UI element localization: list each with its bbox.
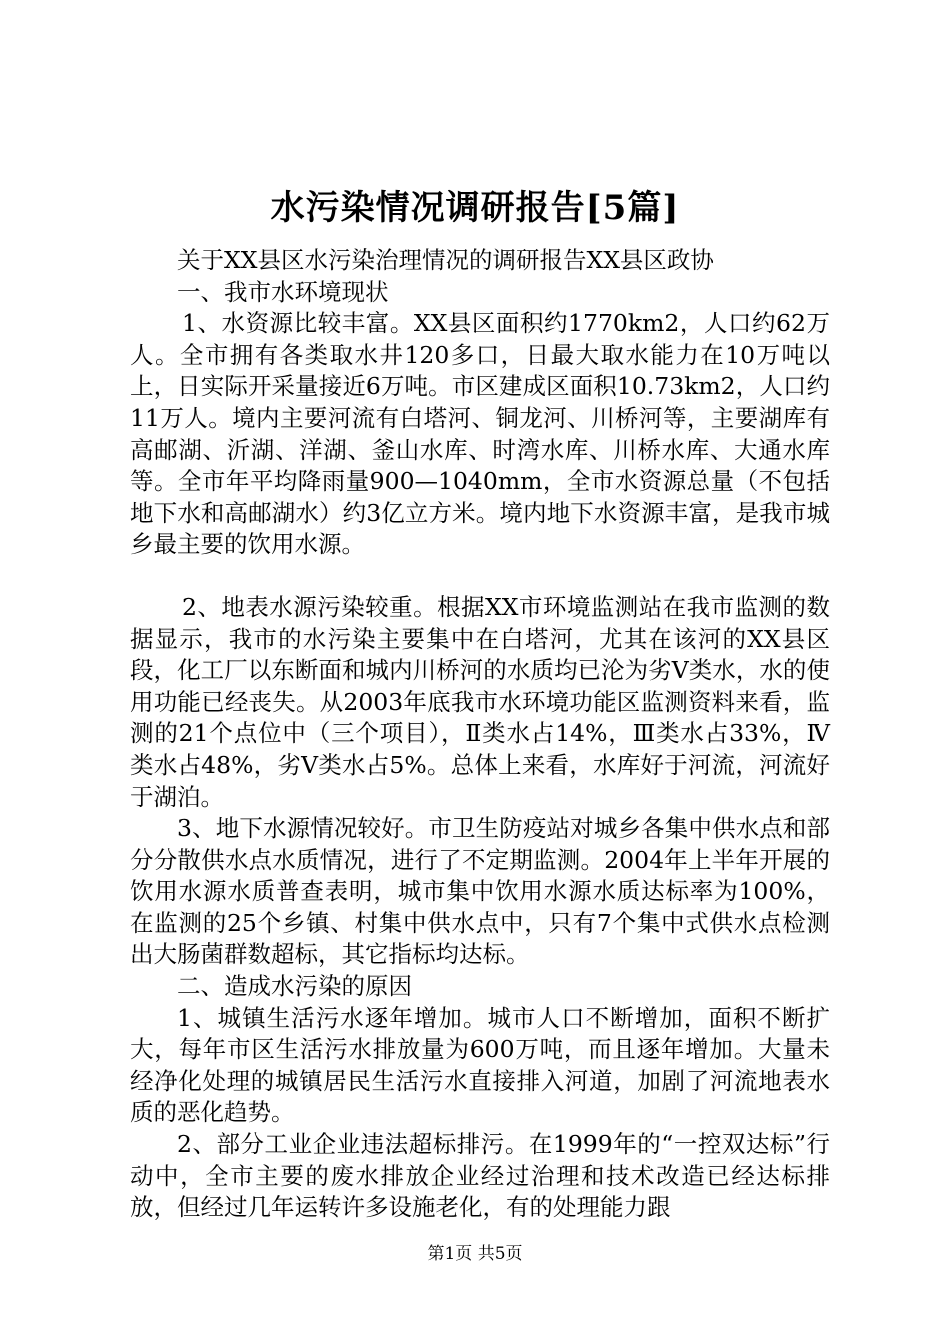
paragraph-groundwater: 3、地下水源情况较好。市卫生防疫站对城乡各集中供水点和部分分散供水点水质情况，进行了不定期监测。2004年上半年开展的饮用水源水质普查表明，城市集中饮用水源水质达标率为100%，在监测的25个乡镇、村集中供水点中，只有7个集中式供水点检测出大肠菌群数超标，其它指标均达标。 bbox=[130, 814, 830, 969]
document-title: 水污染情况调研报告[5篇] bbox=[270, 188, 680, 228]
section-heading-2: 二、造成水污染的原因 bbox=[177, 972, 412, 1001]
paragraph-subtitle: 关于XX县区水污染治理情况的调研报告XX县区政协 bbox=[177, 246, 714, 274]
paragraph-surface-pollution: 2、地表水源污染较重。根据XX市环境监测站在我市监测的数据显示，我市的水污染主要集中在白塔河，尤其在该河的XX县区段，化工厂以东断面和城内川桥河的水质均已沦为劣Ⅴ类水，水的使用功能已经丧失。从2003年底我市水环境功能区监测资料来看，监测的21个点位中（三个项目），Ⅱ类水占14%，Ⅲ类水占33%，Ⅳ类水占48%，劣Ⅴ类水占5%。总体上来看，水库好于河流，河流好于湖泊。 bbox=[130, 592, 830, 811]
section-heading-1: 一、我市水环境现状 bbox=[177, 277, 389, 306]
page-number: 第1页 共5页 bbox=[427, 1244, 523, 1264]
paragraph-domestic-sewage: 1、城镇生活污水逐年增加。城市人口不断增加，面积不断扩大，每年市区生活污水排放量为600万吨，而且逐年增加。大量未经净化处理的城镇居民生活污水直接排入河道，加剧了河流地表水质的恶化趋势。 bbox=[130, 1003, 830, 1127]
document-body bbox=[130, 245, 830, 1224]
paragraph-industrial-discharge: 2、部分工业企业违法超标排污。在1999年的“一控双达标”行动中，全市主要的废水排放企业经过治理和技术改造已经达标排放，但经过几年运转许多设施老化，有的处理能力跟 bbox=[130, 1130, 830, 1222]
paragraph-water-resources: 1、水资源比较丰富。XX县区面积约1770km2，人口约62万人。全市拥有各类取水井120多口，日最大取水能力在10万吨以上，日实际开采量接近6万吨。市区建成区面积10.73km2，人口约11万人。境内主要河流有白塔河、铜龙河、川桥河等，主要湖库有高邮湖、沂湖、洋湖、釜山水库、时湾水库、川桥水库、大通水库等。全市年平均降雨量900—1040mm，全市水资源总量（不包括地下水和高邮湖水）约3亿立方米。境内地下水资源丰富，是我市城乡最主要的饮用水源。 bbox=[130, 309, 830, 559]
